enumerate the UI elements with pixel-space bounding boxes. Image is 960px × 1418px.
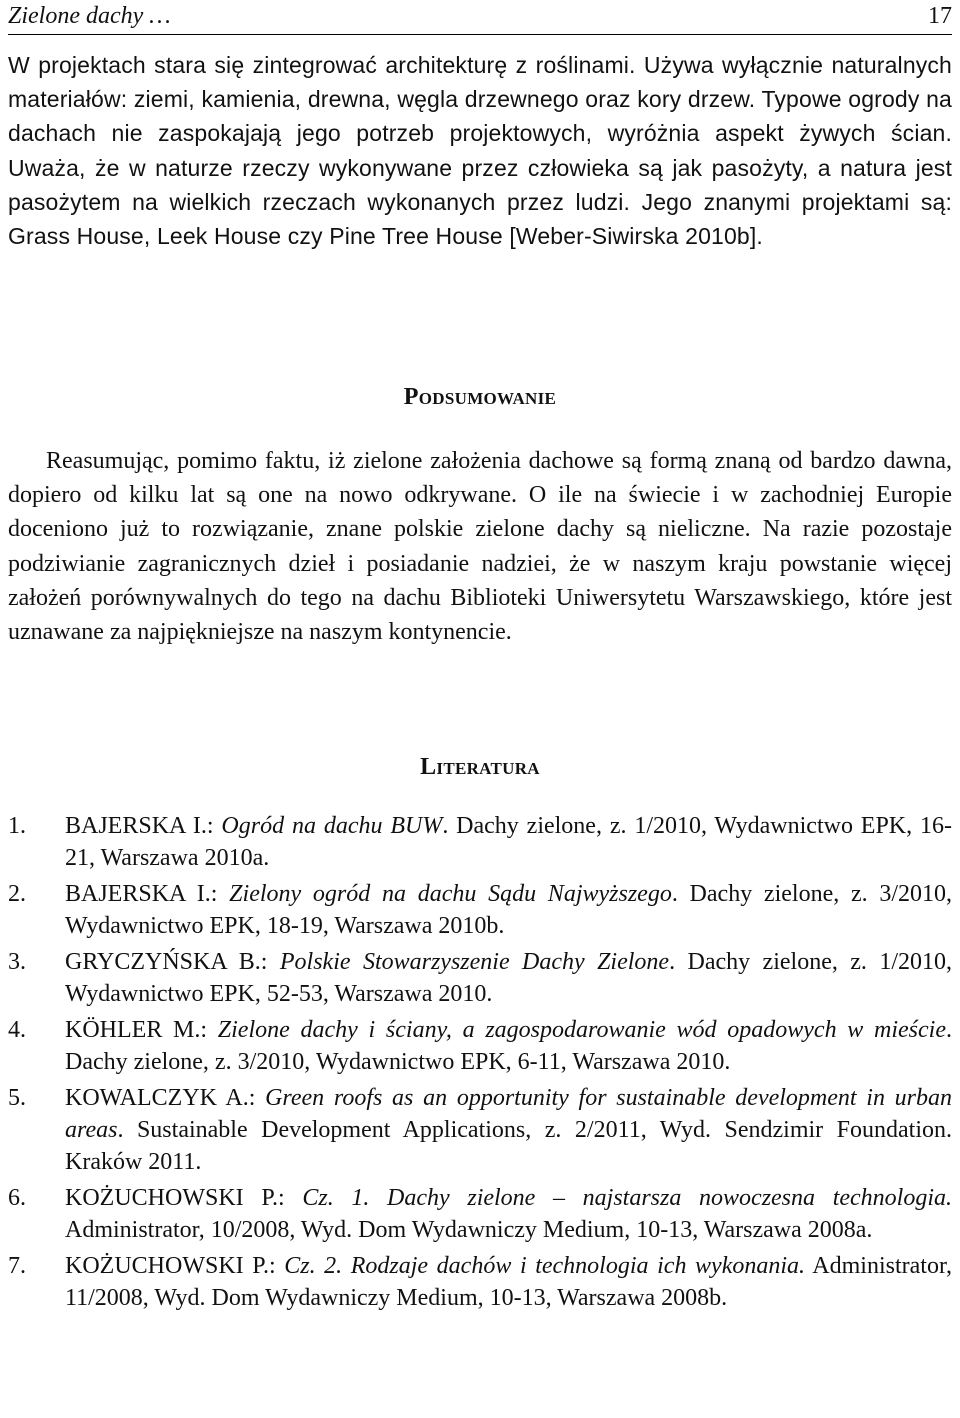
reference-title: Green roofs as an opportunity for sustainable development in urban areas bbox=[65, 1084, 953, 1143]
reference-number: 6. bbox=[8, 1184, 26, 1211]
summary-heading: Podsumowanie bbox=[403, 384, 557, 410]
reference-details: . Sustainable Development Applications, z. 2/2011, Wyd. Sendzimir Foundation. Kraków 2011. bbox=[65, 1116, 952, 1176]
reference-title: Ogród na dachu BUW bbox=[221, 813, 443, 839]
reference-title: Polskie Stowarzyszenie Dachy Zielone bbox=[279, 948, 670, 975]
reference-item bbox=[8, 1182, 952, 1246]
reference-author: KOŻUCHOWSKI P.: bbox=[65, 1252, 285, 1279]
reference-author: KOŻUCHOWSKI P.: bbox=[65, 1184, 303, 1211]
reference-title: Zielone dachy i ściany, a zagospodarowanie wód opadowych w mieście bbox=[217, 1016, 946, 1043]
reference-list bbox=[8, 810, 952, 1318]
reference-details: Administrator, 10/2008, Wyd. Dom Wydawniczy Medium, 10-13, Warszawa 2008a. bbox=[65, 1216, 873, 1243]
reference-item bbox=[8, 1250, 952, 1314]
reference-number: 7. bbox=[8, 1252, 26, 1279]
reference-details: . Dachy zielone, z. 1/2010, Wydawnictwo EPK, 16-21, Warszawa 2010a. bbox=[65, 813, 952, 872]
summary-paragraph: Reasumując, pomimo faktu, iż zielone założenia dachowe są formą znaną od bardzo dawna, dopiero od kilku lat są one na nowo odkrywane. O ile na świecie i w zachodniej Europie doceniono już to rozwiązanie, znane polskie zielone dachy są nieliczne. Na razie pozostaje podziwianie zagranicznych dzieł i posiadanie nadziei, że w naszym kraju powstanie więcej założeń porównywalnych do tego na dachu Biblioteki Uniwersytetu Warszawskiego, które jest uznawane za najpiękniejsze na naszym kontynencie. bbox=[8, 448, 952, 646]
page-number: 17 bbox=[928, 3, 952, 29]
reference-item bbox=[8, 1014, 952, 1078]
reference-title: Cz. 1. Dachy zielone – najstarsza nowoczesna technologia. bbox=[302, 1184, 952, 1211]
reference-item bbox=[8, 1082, 952, 1179]
document-page bbox=[8, 0, 952, 1418]
reference-number: 5. bbox=[8, 1084, 26, 1111]
reference-details: Administrator, 11/2008, Wyd. Dom Wydawniczy Medium, 10-13, Warszawa 2008b. bbox=[65, 1252, 952, 1311]
running-title: Zielone dachy … bbox=[8, 3, 171, 29]
reference-item bbox=[8, 810, 952, 874]
reference-item bbox=[8, 878, 952, 942]
literature-heading: Literatura bbox=[420, 754, 540, 780]
reference-details: . Dachy zielone, z. 3/2010, Wydawnictwo EPK, 6-11, Warszawa 2010. bbox=[65, 1016, 952, 1075]
reference-number: 1. bbox=[8, 813, 26, 839]
reference-author: KÖHLER M.: bbox=[65, 1016, 218, 1043]
reference-author: BAJERSKA I.: bbox=[65, 880, 230, 907]
reference-author: BAJERSKA I.: bbox=[65, 813, 222, 839]
reference-details: . Dachy zielone, z. 1/2010, Wydawnictwo EPK, 52-53, Warszawa 2010. bbox=[65, 948, 953, 1008]
reference-title: Cz. 2. Rodzaje dachów i technologia ich wykonania. bbox=[284, 1252, 806, 1279]
reference-title: Zielony ogród na dachu Sądu Najwyższego bbox=[229, 880, 672, 907]
reference-number: 2. bbox=[8, 880, 26, 907]
running-header bbox=[8, 0, 952, 35]
reference-number: 3. bbox=[8, 948, 26, 975]
reference-author: KOWALCZYK A.: bbox=[65, 1084, 266, 1111]
body-paragraph: W projektach stara się zintegrować architekturę z roślinami. Używa wyłącznie naturalnych materiałów: ziemi, kamienia, drewna, węgla drzewnego oraz kory drzew. Typowe ogrody na dachach nie zaspokajają jego potrzeb projektowych, wyróżnia aspekt żywych ścian. Uważa, że w naturze rzeczy wykonywane przez człowieka są jak pasożyty, a natura jest pasożytem na wielkich rzeczach wykonanych przez ludzi. Jego znanymi projektami są: Grass House, Leek House czy Pine Tree House [Weber-Siwirska 2010b]. bbox=[8, 52, 952, 250]
reference-number: 4. bbox=[8, 1016, 26, 1043]
reference-details: . Dachy zielone, z. 3/2010, Wydawnictwo EPK, 18-19, Warszawa 2010b. bbox=[65, 880, 953, 940]
reference-item bbox=[8, 946, 952, 1010]
reference-author: GRYCZYŃSKA B.: bbox=[65, 948, 280, 975]
